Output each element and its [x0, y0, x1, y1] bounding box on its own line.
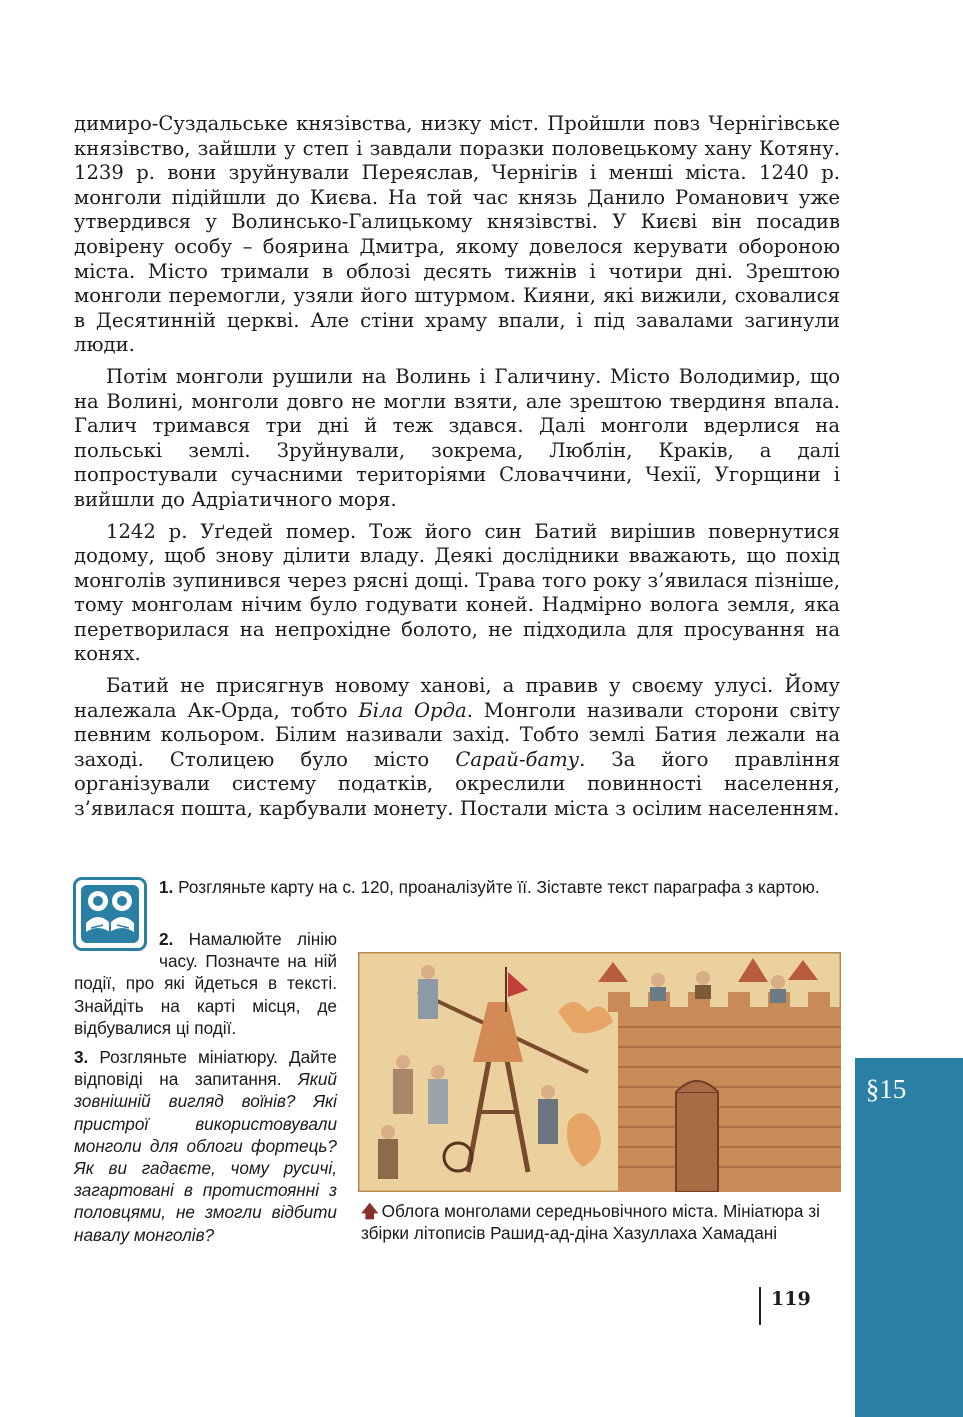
- page-number-divider: [759, 1287, 761, 1325]
- paragraph-3: 1242 р. Уґедей помер. Тож його син Батий вирішив повернутися додому, щоб знову ділити владу. Деякі дослідники вважають, що похід монголів зупинився через рясні дощі. Трава того року з’явилася пізніше, тому монголам нічим було годувати коней. Надмірно волога земля, яка перетворилася на непрохідне болото, не підходила для просування на конях.: [74, 519, 840, 666]
- miniature-image: [358, 952, 841, 1192]
- task-1-number: 1.: [159, 877, 174, 897]
- image-caption: [361, 1200, 841, 1244]
- task-1-text: Розгляньте карту на с. 120, проаналізуйте її. Зіставте текст параграфа з картою.: [173, 877, 820, 897]
- task-3-number: 3.: [74, 1047, 89, 1067]
- paragraph-4-part3: . За його правління організували систему податків, окреслили повинності населення, з’явилася пошта, карбували монету. Постали міста з осілим населенням.: [74, 747, 840, 821]
- paragraph-1: димиро-Суздальське князівства, низку міст. Пройшли повз Чернігівське князівство, зайшли у степ і завдали поразки половецькому хану Котяну. 1239 р. вони зруйнували Переяслав, Чернігів і менші міста. 1240 р. монголи підійшли до Києва. На той час князь Данило Романович уже утвердився у Волинсько-Галицькому князівстві. У Києві він посадив довірену особу – боярина Дмитра, якому довелося керувати обороною міста. Місто тримали в облозі десять тижнів і чотири дні. Зрештою монголи перемогли, узяли його штурмом. Кияни, які вижили, сховалися в Десятинній церкві. Але стіни храму впали, і під завалами загинули люди.: [74, 112, 840, 357]
- page-number: 119: [771, 1288, 811, 1310]
- term-bila-orda: Біла Орда: [358, 698, 467, 722]
- task-1: [159, 876, 839, 898]
- section-tab: [855, 1058, 963, 1417]
- paragraph-4-part2: . Монголи називали сторони світу певним кольором. Білим називали захід. Тобто землі Батия лежали на заході. Столицею було місто: [74, 698, 840, 771]
- caption-text: Облога монголами середньовічного міста. Мініатюра зі збірки літописів Рашид-ад-діна Хазуллаха Хамадані: [361, 1201, 820, 1244]
- paragraph-2: Потім монголи рушили на Волинь і Галичину. Місто Володимир, що на Волині, монголи довго не могли взяти, але зрештою твердиня впала. Галич тримався три дні й теж здався. Далі монголи вдерлися на польські землі. Зруйнували, зокрема, Люблін, Краків, а далі попрoстували сучасними територіями Словаччини, Чехії, Угорщини і вийшли до Адріатичного моря.: [74, 364, 840, 511]
- paragraph-4-part1: Батий не присягнув новому ханові, а правив у своєму улусі. Йому належала Ак-Орда, тобто: [74, 674, 840, 722]
- arrow-up-icon: 🡅: [361, 1201, 379, 1221]
- task-3-questions: Який зовнішній вигляд воїнів? Які пристрої використовували монголи для облоги фортець? Як ви гадаєте, чому русичі, загартовані в протистоянні з половцями, не змогли відбити навалу монголів?: [74, 1069, 337, 1245]
- main-text: [74, 112, 840, 829]
- term-sarai-batu: Сарай-бату: [455, 747, 580, 771]
- section-tab-label: §15: [865, 1074, 907, 1104]
- task-3: [74, 1046, 337, 1246]
- task-2-number: 2.: [159, 929, 174, 949]
- task-3-text: Розгляньте мініатюру. Дайте відповіді на запитання.: [74, 1047, 337, 1090]
- task-2: [74, 928, 337, 1039]
- task-2-text: Намалюйте лінію часу. Позначте на ній події, про які йдеться в тексті. Знайдіть на карті місця, де відбувалися ці події.: [74, 929, 337, 1038]
- paragraph-4: [74, 674, 840, 822]
